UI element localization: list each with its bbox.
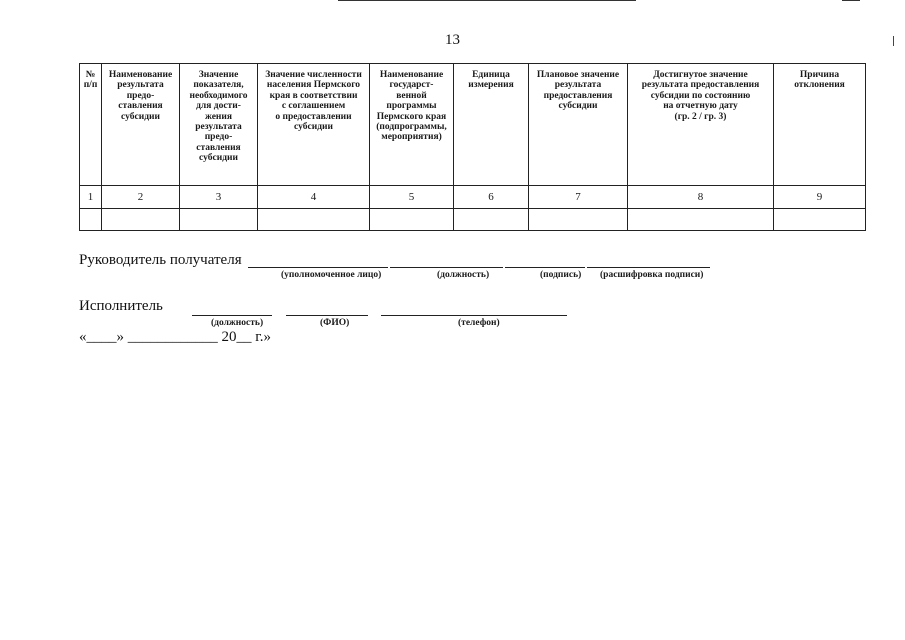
column-number-cell: 8 [628, 186, 774, 209]
caption-executor-position: (должность) [211, 318, 264, 328]
executor-label: Исполнитель [79, 298, 163, 314]
header-cell-population: Значение численности населения Пермского края в соответствии с соглашением о предоставлении субсидии [258, 64, 370, 186]
header-cell-achieved-value: Достигнутое значение результата предоставления субсидии по состоянию на отчетную дату (гр. 2 / гр. 3) [628, 64, 774, 186]
table-cell[interactable] [102, 209, 180, 231]
table-cell[interactable] [454, 209, 529, 231]
signature-line-title[interactable] [390, 267, 503, 268]
table-cell[interactable] [628, 209, 774, 231]
caption-executor-phone: (телефон) [458, 318, 500, 328]
column-number-cell: 1 [80, 186, 102, 209]
header-cell-number: № п/п [80, 64, 102, 186]
top-rule-right [842, 0, 860, 1]
signature-label: Руководитель получателя [79, 252, 242, 268]
table-cell[interactable] [80, 209, 102, 231]
margin-tick [893, 36, 894, 46]
caption-executor-name: (ФИО) [320, 318, 350, 328]
top-rule-left [338, 0, 636, 1]
table-cell[interactable] [529, 209, 628, 231]
column-number-cell: 3 [180, 186, 258, 209]
table-cell[interactable] [258, 209, 370, 231]
table-cell[interactable] [370, 209, 454, 231]
executor-line-phone[interactable] [381, 315, 567, 316]
column-number-row [80, 186, 866, 209]
date-line: «____» ____________ 20__ г.» [79, 329, 271, 345]
header-cell-planned-value: Плановое значение результата предоставления субсидии [529, 64, 628, 186]
column-number-cell: 9 [774, 186, 866, 209]
column-number-cell: 4 [258, 186, 370, 209]
table-cell[interactable] [774, 209, 866, 231]
table-row [80, 209, 866, 231]
signature-line-position[interactable] [248, 267, 388, 268]
header-cell-unit: Единица измерения [454, 64, 529, 186]
executor-line-position[interactable] [192, 315, 272, 316]
caption-authorized-person: (уполномоченное лицо) [281, 270, 382, 280]
signature-line-sign[interactable] [505, 267, 585, 268]
executor-line-name[interactable] [286, 315, 368, 316]
header-cell-deviation-reason: Причина отклонения [774, 64, 866, 186]
column-number-cell: 7 [529, 186, 628, 209]
column-number-cell: 5 [370, 186, 454, 209]
signature-line-decoding[interactable] [587, 267, 710, 268]
table-header-row [80, 64, 866, 186]
table-cell[interactable] [180, 209, 258, 231]
caption-signature: (подпись) [540, 270, 582, 280]
header-cell-indicator-value: Значение показателя, необходимого для дости- жения результата предо- ставления субсидии [180, 64, 258, 186]
column-number-cell: 6 [454, 186, 529, 209]
column-number-cell: 2 [102, 186, 180, 209]
caption-signature-decoding: (расшифровка подписи) [600, 270, 704, 280]
header-cell-result-name: Наименование результата предо- ставления субсидии [102, 64, 180, 186]
caption-position: (должность) [437, 270, 490, 280]
report-table [79, 63, 866, 231]
page-number: 13 [445, 32, 460, 48]
header-cell-program-name: Наименование государст- венной программы Пермского края (подпрограммы, мероприятия) [370, 64, 454, 186]
